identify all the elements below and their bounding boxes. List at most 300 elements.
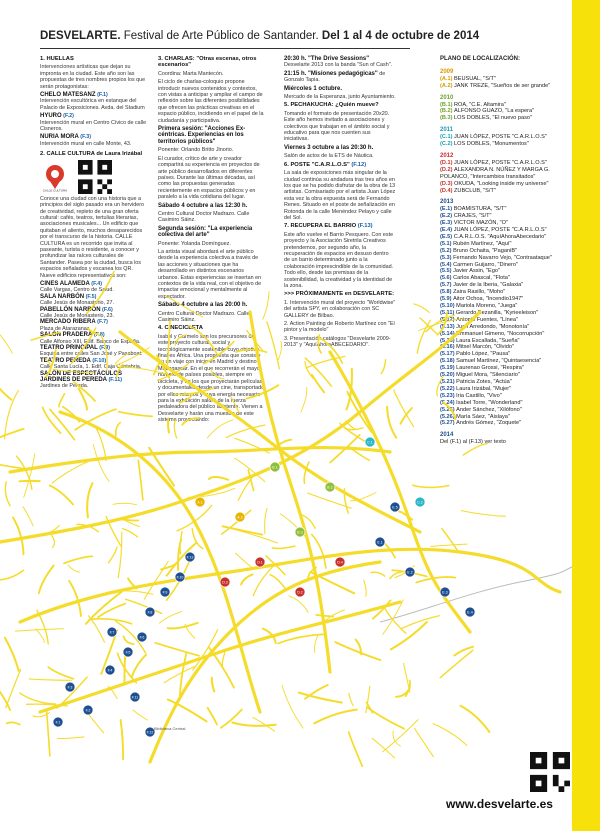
street xyxy=(46,350,56,377)
legend-ref: (E.3) xyxy=(440,220,454,227)
legend-text: ZUBCLUB, "S/T" xyxy=(453,187,496,194)
map-marker-label: A.2 xyxy=(237,515,243,520)
map-marker-label: E.1 xyxy=(377,540,383,545)
map-marker-label: D.1 xyxy=(257,560,263,565)
street xyxy=(204,342,234,364)
street xyxy=(0,388,11,399)
street xyxy=(36,629,44,643)
event-where: Salón de actos de la ETS de Náutica. xyxy=(284,153,374,160)
venue-address: Calle Jesús de Monasterio, 27. xyxy=(40,300,115,307)
item-desc: Intervención escultórica en estanque del Palacio de Exposiciones. Avda. del Stadium xyxy=(40,98,145,111)
street xyxy=(0,316,12,353)
street xyxy=(272,546,295,548)
section-title: >>> PRÓXIMAMENTE en DESVELARTE: xyxy=(284,291,394,298)
legend-ref: (C.1) xyxy=(440,134,454,141)
venue-name: PABELLÓN NARBÓN xyxy=(40,306,101,313)
legend-text: ROA, "C.E. Altamira" xyxy=(453,101,506,108)
street xyxy=(72,328,96,363)
street xyxy=(265,508,267,533)
section-text: Tomando el formato de presentación 20x20. Este año hemos invitado a asociaciones y colectivos que trabajan en el ámbito social y educativo para que nos cuenten sus iniciativas. xyxy=(284,110,390,143)
artist-name: CHELO MATESANZ xyxy=(40,92,96,99)
street xyxy=(236,553,252,567)
film-title: 21:15 h. "Misiones pedagógicas" xyxy=(284,70,378,77)
street xyxy=(177,505,212,531)
street xyxy=(383,720,419,752)
venue-address: Calle Vargas, Centro de Salud. xyxy=(40,287,114,294)
map-marker-label: F.11 xyxy=(131,695,139,700)
street xyxy=(168,320,171,365)
main-street xyxy=(250,312,333,672)
street xyxy=(393,731,400,746)
street xyxy=(108,547,117,563)
legend-text: Gerardo Bezanilla, "Kyrieeleison" xyxy=(455,309,539,316)
website-url[interactable]: www.desvelarte.es xyxy=(446,797,553,811)
street xyxy=(0,429,24,442)
venue-address: Jardines de Pereda. xyxy=(40,383,89,390)
qr-code-icon xyxy=(78,160,112,194)
legend-ref: (5.12) xyxy=(440,316,457,323)
legend-item xyxy=(440,102,570,109)
map-marker-label: E.5 xyxy=(392,505,398,510)
street xyxy=(31,332,60,340)
legend-item xyxy=(440,181,570,188)
session-title: Primera sesión: "Acciones Ex-céntricas. Experiencias en los territorios públicos" xyxy=(158,126,246,145)
street xyxy=(0,462,24,469)
map-ref: (F.5) xyxy=(84,293,97,300)
column-3 xyxy=(284,56,396,349)
street xyxy=(155,643,199,656)
legend-text: Patricia Zotes, "Actúa" xyxy=(456,378,512,385)
street xyxy=(402,616,440,629)
street xyxy=(461,511,505,517)
legend-text: Laurenao Grossi, "Respira" xyxy=(456,365,524,372)
legend-ref: (5.11) xyxy=(440,309,456,316)
legend-text: Laura Escallada, "Sueña" xyxy=(456,337,520,344)
street xyxy=(17,456,32,489)
map-marker-label: F.12 xyxy=(146,730,154,735)
street xyxy=(168,623,198,628)
map-marker-label: F.2 xyxy=(85,708,91,713)
legend-ref: (E.2) xyxy=(440,213,454,220)
session-desc: La artista visual abordará el arte público desde la experiencia colectiva a través de las acciones y situaciones que ha desarrollado en distintos escenarios urbanos. Estas experiencias se insertan en contextos de la vida real, con el objetivo de impactar emocional y mentalmente al espectador. xyxy=(158,248,262,300)
legend-ref: (5.26) xyxy=(440,413,457,420)
list-item xyxy=(40,113,148,132)
venue-name: MERCADO RIBERA xyxy=(40,319,96,326)
street xyxy=(442,529,458,551)
legend-text: Samuel Martínez, "Quintaesencia" xyxy=(456,358,542,365)
street xyxy=(263,292,269,320)
qr-code-icon xyxy=(530,752,570,792)
legend-ref: (D.4) xyxy=(440,187,454,194)
map-marker-label: E.3 xyxy=(442,590,448,595)
legend-text: Laura Irizábal, "Mujer" xyxy=(456,385,512,392)
street xyxy=(385,608,406,634)
street xyxy=(312,375,324,393)
legend-text: Andrés Gómez, "Zoquete" xyxy=(456,420,522,427)
city-map[interactable] xyxy=(0,292,572,812)
street xyxy=(47,710,50,756)
venue-name: TEATRO PEREDA xyxy=(40,357,91,364)
legend-ref: (B.3) xyxy=(440,115,454,122)
street xyxy=(124,636,134,644)
legend-ref: (5.27) xyxy=(440,420,457,427)
session-when: Sábado 4 octubre a las 12:30 h. xyxy=(158,202,248,209)
legend-item xyxy=(440,160,570,167)
event-when: Miércoles 1 octubre. xyxy=(284,85,343,92)
upcoming-item: 3. Presentación catálogos "Desvelarte 2009-2013" y "AquíAhoraABECEDARIO". xyxy=(284,335,391,349)
film-desc: de Gonzalo Tapia. xyxy=(284,70,386,84)
street xyxy=(367,707,404,728)
map-marker-label: F.6 xyxy=(139,635,145,640)
street xyxy=(304,462,309,483)
street xyxy=(189,326,217,355)
legend-text: Emmanuel Gimeno, "Nocorrupción" xyxy=(456,330,545,337)
street xyxy=(415,729,434,757)
street xyxy=(0,570,24,580)
street xyxy=(222,653,225,667)
film-title: 20:30 h. "The Drive Sessions" xyxy=(284,56,370,62)
street xyxy=(0,677,10,711)
legend-text: JUAN LÓPEZ, POSTE "C.A.R.L.O.S" xyxy=(453,134,547,141)
street xyxy=(121,720,124,759)
legend-item xyxy=(440,282,570,289)
map-marker-label: F.9 xyxy=(162,590,168,595)
street xyxy=(64,556,92,563)
street xyxy=(387,407,396,438)
legend-text: JANK TREZE, "Sueños de ser grande" xyxy=(453,82,551,89)
street xyxy=(289,596,308,612)
column-1 xyxy=(40,56,148,390)
venue-address: Calle Santa Lucía, 1. Edif. Caja Cantabria. xyxy=(40,364,142,371)
street xyxy=(182,418,199,425)
street xyxy=(116,423,121,440)
session-speaker: Ponente: Yolanda Domínguez. xyxy=(158,240,231,247)
legend-ref: (5.5) xyxy=(440,268,454,275)
legend-text: María Sáez, "Aislaya" xyxy=(456,413,510,420)
map-ref: (F.4) xyxy=(89,280,103,287)
street xyxy=(116,365,123,378)
street xyxy=(234,529,278,543)
legend-item xyxy=(440,234,570,241)
legend-ref: (5.6) xyxy=(440,275,454,282)
legend-item xyxy=(440,206,570,213)
artist-name: HYURO xyxy=(40,113,62,120)
street xyxy=(267,322,279,369)
street xyxy=(118,653,137,683)
street xyxy=(212,678,214,692)
section-title: 4. CINECICLETA xyxy=(158,325,203,332)
map-ref: (F.11) xyxy=(107,377,122,384)
legend-ref: (5.3) xyxy=(440,254,454,261)
street xyxy=(226,425,265,438)
street xyxy=(98,604,125,618)
street xyxy=(87,483,92,517)
legend-ref: (D.2) xyxy=(440,166,454,173)
legend-text: LOS DOBLES, "Monumentos" xyxy=(453,141,529,148)
street xyxy=(119,412,152,417)
street xyxy=(174,388,213,394)
artist-name: NURIA MORA xyxy=(40,134,79,141)
legend-text: CRAJES, "S/T" xyxy=(453,213,492,220)
map-ref: (F.2) xyxy=(63,113,74,120)
legend-text: OKUDA, "Looking inside my universe" xyxy=(453,180,549,187)
street xyxy=(209,477,228,480)
street xyxy=(118,367,166,374)
street xyxy=(349,693,354,705)
map-marker-label: B.3 xyxy=(297,530,303,535)
session-where: Centro Cultural Doctor Madrazo. Calle Casimiro Sáinz. xyxy=(158,310,250,324)
list-item xyxy=(40,134,148,147)
legend-ref: (5.1) xyxy=(440,240,454,247)
calle-cultura-logo xyxy=(40,162,70,192)
session-where: Centro Cultural Doctor Madrazo. Calle Casimiro Sáinz. xyxy=(158,210,250,224)
header-divider xyxy=(40,48,410,49)
section-text: El ciclo de charlas-coloquio propone introducir nuevos contenidos y contextos, con vistas a anticipar y ampliar el campo de reflexión sobre las diferentes posibilidades que ofrecen las prácticas creativas en el espacio público, incidiendo en el papel de la ciudadanía y participativa. xyxy=(158,79,264,124)
street xyxy=(168,419,169,433)
film-desc: Desvelarte 2013 con la banda "Sun of Cash". xyxy=(284,62,393,69)
street xyxy=(371,572,385,576)
map-marker-label: B.1 xyxy=(272,465,278,470)
street xyxy=(278,341,281,360)
map-marker-label: F.1 xyxy=(55,720,61,725)
street xyxy=(39,566,54,594)
street xyxy=(174,420,176,438)
street xyxy=(180,395,193,403)
legend-text: C.A.R.L.O.S. "AquíAhoraAbecedario" xyxy=(453,233,547,240)
session-title: Segunda sesión: "La experiencia colectiva del arte" xyxy=(158,225,253,239)
legend-ref: (5.16) xyxy=(440,344,457,351)
list-item xyxy=(40,92,148,111)
map-ref: (F.3) xyxy=(80,134,92,141)
legend-year: 2014 xyxy=(440,432,454,439)
map-ref: (F.12) xyxy=(351,161,367,168)
legend-item xyxy=(440,83,570,90)
street xyxy=(347,369,352,410)
map-marker-label: D.4 xyxy=(337,560,343,565)
map-marker-label: C.1 xyxy=(367,440,373,445)
street xyxy=(223,526,263,534)
legend-year: 2012 xyxy=(440,152,454,159)
legend-item xyxy=(440,262,570,269)
item-desc: Intervención mural en calle Monte, 43. xyxy=(40,140,132,147)
venue-name: SALÓN PRADERA xyxy=(40,332,93,339)
street xyxy=(5,638,19,671)
legend-ref: (5.8) xyxy=(440,289,454,296)
legend-ref: (5.7) xyxy=(440,282,454,289)
section-text: Este año vuelve el Barrio Pesquero. Con este proyecto y la Asociación Siretrila Creativos pretendemos, por segundo año, la recuperación de espacios en desuso dentro de un barrio determinado junto a la colaboración imprescindible de la comunidad. Todo ello, desde las premisas de la sostenibilidad, la creatividad y la identidad de la zona. xyxy=(284,231,394,289)
legend-ref: (5.21) xyxy=(440,378,457,385)
section-title: 5. PECHAKUCHA: ¿Quién mueve? xyxy=(284,102,379,109)
venue-address: Calle Jesús de Monasterio, 23. xyxy=(40,313,115,319)
venue-name: SALA NARBÓN xyxy=(40,293,85,300)
legend-text: Pablo López, "Pausa" xyxy=(456,351,511,358)
street xyxy=(123,529,138,537)
legend-item xyxy=(440,141,570,148)
venue-address: Esquina entre calles San José y Pasaboat. xyxy=(40,351,143,358)
legend-title: PLANO DE LOCALIZACIÓN: xyxy=(440,56,520,62)
street xyxy=(159,611,181,623)
section-title: 2. CALLE CULTURA de Laura Irizábal xyxy=(40,151,143,158)
legend-text: ALEXANDRA N. NÚÑEZ Y MARGA G. POLANCO, "Intercambios transitados" xyxy=(440,166,550,180)
legend-text: Javier de la Iberia, "Galaxia" xyxy=(453,282,524,289)
legend-item xyxy=(440,76,570,83)
street xyxy=(178,540,181,570)
street xyxy=(454,647,473,656)
legend-ref: (5.20) xyxy=(440,372,457,379)
legend-ref: (5.14) xyxy=(440,330,457,337)
yellow-edge-band xyxy=(572,0,600,831)
legend-text: Juan Arredondo, "Monotonía" xyxy=(456,323,530,330)
legend-ref: (B.2) xyxy=(440,108,454,115)
street xyxy=(301,388,307,413)
legend-text: Ander Sánchez, "Xilófono" xyxy=(456,406,522,413)
page-header xyxy=(40,30,480,46)
map-marker-label: F.4 xyxy=(107,668,113,673)
street xyxy=(413,485,449,487)
legend-text: Antonio Fuentes, "Línea" xyxy=(456,316,518,323)
venue-name: CINES ALAMEDA xyxy=(40,280,90,287)
legend-ref: (5.15) xyxy=(440,337,457,344)
legend-text: Iria Castillo, "Vivo" xyxy=(456,392,502,399)
legend-ref: (D.3) xyxy=(440,180,454,187)
legend-text: Rubén Martínez, "Aquí" xyxy=(453,240,512,247)
street xyxy=(364,580,367,596)
legend-ref: (5.25) xyxy=(440,406,457,413)
street xyxy=(13,518,24,555)
legend-text: ALFONSO GUAZO, "La espera" xyxy=(453,108,535,115)
legend-text: BOAMISTURA, "S/T" xyxy=(453,206,507,213)
street xyxy=(133,710,147,720)
street xyxy=(391,622,427,649)
map-marker-label: F.7 xyxy=(109,630,115,635)
legend-ref: (5.22) xyxy=(440,385,457,392)
street xyxy=(93,444,109,481)
street xyxy=(372,738,394,758)
section-title: 6. POSTE "C.A.R.L.O.S" xyxy=(284,161,350,168)
map-marker-label: C.2 xyxy=(417,500,423,505)
street xyxy=(241,574,252,584)
header-subtitle: Festival de Arte Público de Santander. xyxy=(120,30,322,42)
street xyxy=(340,424,365,442)
street xyxy=(165,296,202,317)
venue-name: SALÓN DE ESPECTÁCULOS JARDINES DE PEREDA xyxy=(40,370,123,384)
section-text: Coordina: Marta Mantecón. xyxy=(158,70,224,77)
map-ref: (F.9) xyxy=(97,345,111,352)
street xyxy=(57,677,87,708)
map-marker-label: E.2 xyxy=(407,570,413,575)
street xyxy=(335,642,380,660)
session-desc: El curador, crítico de arte y creador compartirá su experiencia en proyectos de arte público desarrollados en diferentes países. Durante las últimas décadas, así como las propuestas generadas recientemente en espacios públicos y en paralelo a la vida cotidiana del lugar. xyxy=(158,155,260,201)
street xyxy=(57,737,84,739)
map-marker-label: B.2 xyxy=(327,485,333,490)
legend-ref: (C.2) xyxy=(440,141,454,148)
legend-ref: (5.9) xyxy=(440,296,454,303)
street xyxy=(15,629,63,631)
section-text: Conoce una ciudad con una historia que a principios del siglo pasado era un hervidero de creatividad, repleto de una gran oferta cultural: cafés, teatros, tertulias literarias, asociaciones musicales... Un edificio que quitaban el aliento, muchos desaparecidos por el transcurso de la historia. CALLE CULTURA es un recorrido que invita al paseante, turista o residente, a conocer y profundizar las raíces culturales de Santander. Pasea por la ciudad, busca los espacios señalados y escanea los QR. Nueve edificios representativos son: xyxy=(40,195,144,279)
street xyxy=(211,370,224,379)
street xyxy=(253,566,273,596)
street xyxy=(120,519,138,520)
legend-item xyxy=(440,268,570,275)
legend-ref: (D.1) xyxy=(440,159,454,166)
street xyxy=(68,565,80,572)
street xyxy=(248,470,253,491)
street xyxy=(7,722,20,724)
legend-item xyxy=(440,188,570,195)
legend-text: Fernando Navarro Vejo, "Contraataque" xyxy=(453,254,552,261)
legend-ref: (5.17) xyxy=(440,351,457,358)
street xyxy=(101,336,107,370)
street xyxy=(126,599,162,613)
legend-item xyxy=(440,241,570,248)
legend-text: Javier Assin, "Ego" xyxy=(453,268,500,275)
section-text: Intervenciones artísticas que dejan su impronta en la ciudad. Este año son las propuestas de tres nombres propios los que serán protagonistas: xyxy=(40,64,146,90)
legend-text: Bruno Ochaita, "PaganiB" xyxy=(453,247,518,254)
street xyxy=(381,360,386,374)
street xyxy=(431,544,467,546)
legend-item xyxy=(440,134,570,141)
legend-text: VICTOR MAZÓN, "O" xyxy=(453,220,508,227)
street xyxy=(118,532,122,577)
street xyxy=(175,335,186,345)
legend-item xyxy=(440,115,570,122)
street xyxy=(24,454,35,497)
legend-year: 2013 xyxy=(440,199,454,206)
street xyxy=(132,655,147,678)
legend-text: Carmen Guijarro, "Dinero" xyxy=(453,261,518,268)
street xyxy=(5,482,10,506)
legend-ref: (5.24) xyxy=(440,399,457,406)
street xyxy=(231,397,239,413)
map-marker-label: F.10 xyxy=(176,575,184,580)
section-title: 1. HUELLAS xyxy=(40,56,74,62)
legend-text: Mitxel Marcón, "Olvido" xyxy=(456,344,514,351)
main-street xyxy=(20,549,560,622)
header-dates: Del 1 al 4 de octubre de 2014 xyxy=(321,30,480,42)
legend-item xyxy=(440,275,570,282)
street xyxy=(138,460,143,500)
street xyxy=(314,635,317,652)
legend-text: LOS DOBLES, "El nuevo paso" xyxy=(453,115,532,122)
street xyxy=(318,337,342,363)
legend-text: Carlos Abascal, "Flota" xyxy=(453,275,510,282)
upcoming-item: 2. Action Painting de Roberto Martínez con "El pintor y la modelo" xyxy=(284,321,395,334)
legend-year: 2009 xyxy=(440,68,454,75)
legend-ref: (5.2) xyxy=(440,247,454,254)
column-2 xyxy=(158,56,266,424)
street xyxy=(50,486,73,505)
legend-text: Isabel Torre, "Wonderland" xyxy=(456,399,523,406)
map-marker-label: A.1 xyxy=(197,500,203,505)
street xyxy=(113,503,137,505)
legend-year: 2010 xyxy=(440,94,454,101)
legend-ref: (E.5) xyxy=(440,233,454,240)
legend-item xyxy=(440,227,570,234)
map-marker-label: F.3 xyxy=(67,685,73,690)
map-marker-label: D.2 xyxy=(297,590,303,595)
session-when: Sábado 4 octubre a las 20:00 h. xyxy=(158,302,248,309)
venue-name: TEATRO PRINCIPAL xyxy=(40,345,98,352)
map-ref: (F.8) xyxy=(92,332,105,339)
map-marker-label: F.8 xyxy=(147,610,153,615)
street xyxy=(314,710,357,724)
legend-ref: (B.1) xyxy=(440,101,454,108)
map-label: Biblioteca Central xyxy=(154,726,186,731)
street xyxy=(414,304,429,313)
street xyxy=(270,575,286,590)
street xyxy=(29,679,71,680)
brand-title: DESVELARTE. xyxy=(40,30,121,42)
